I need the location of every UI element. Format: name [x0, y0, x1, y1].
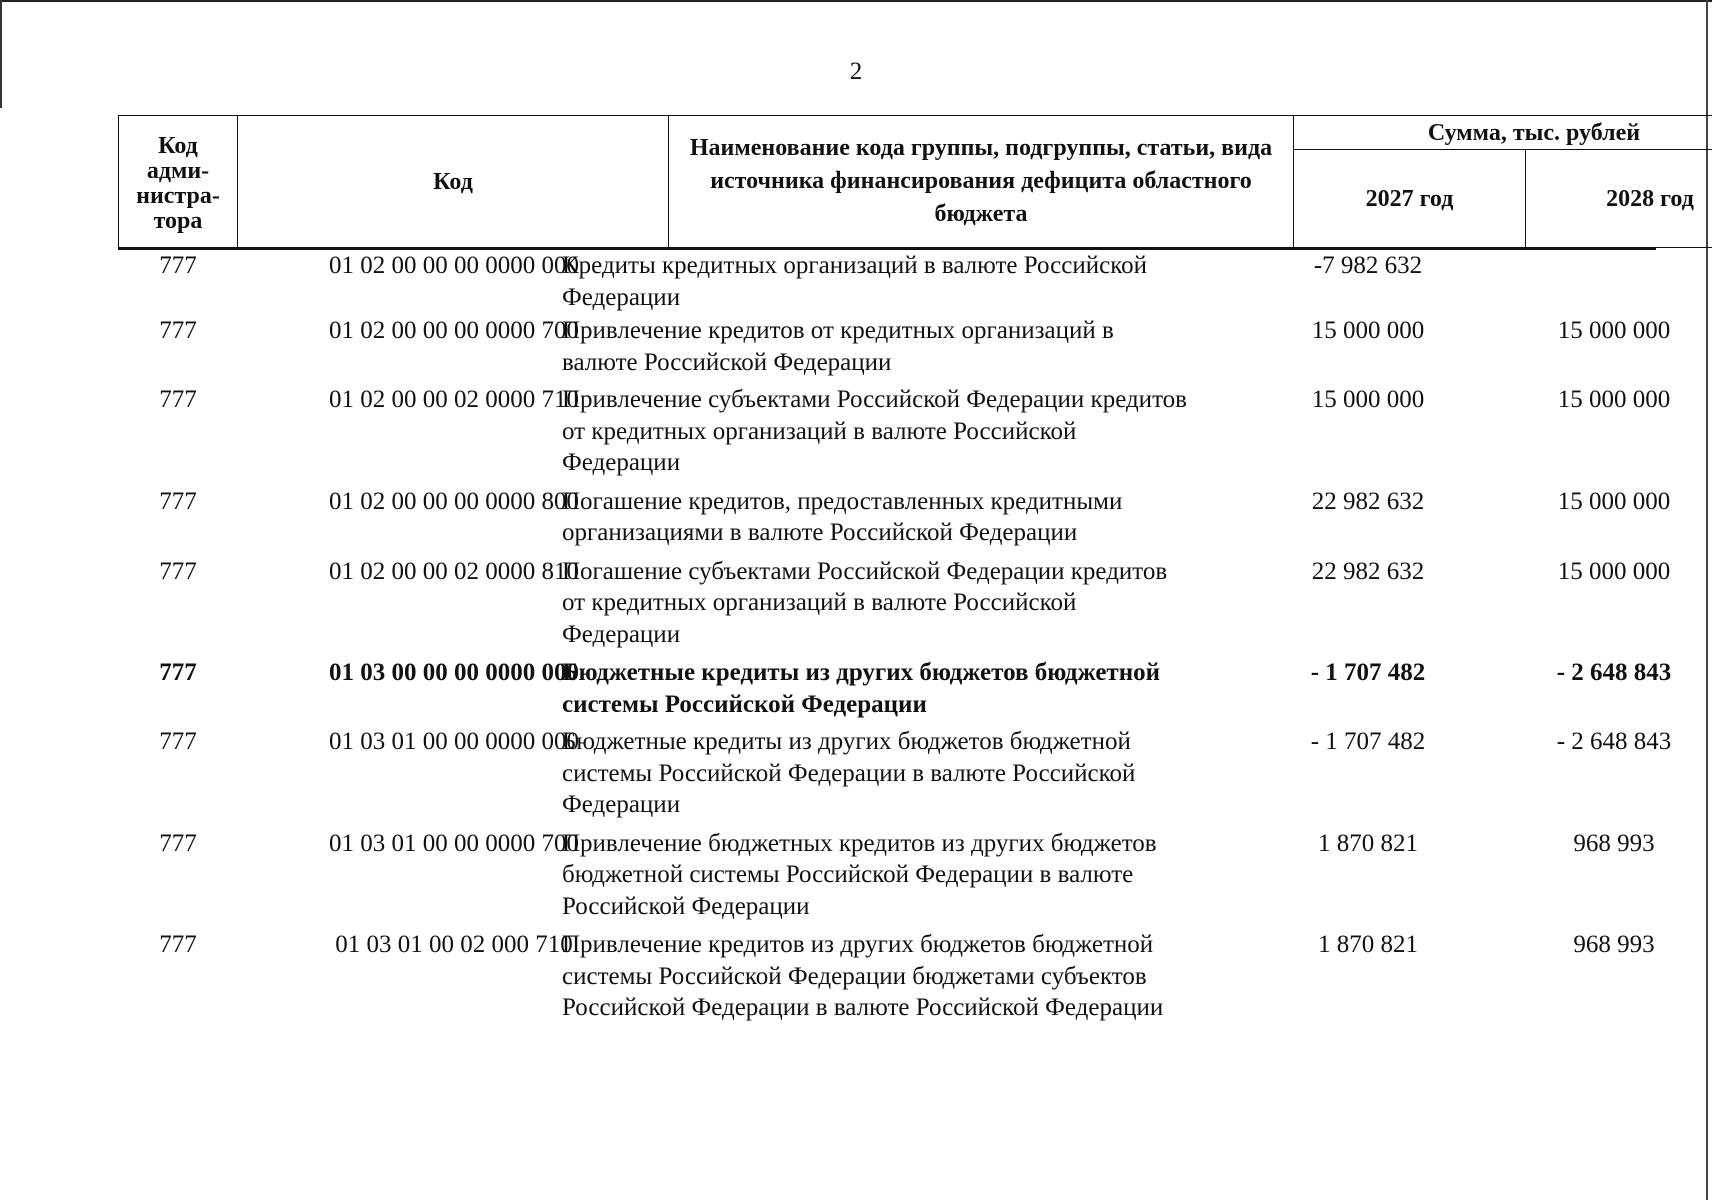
cell-2028: 968 993 [1573, 829, 1655, 857]
table-body [118, 250, 1672, 1024]
cell-2028: 15 000 000 [1557, 557, 1671, 585]
cell-code: 01 02 00 00 02 0000 710 [329, 386, 579, 413]
cell-code: 01 02 00 00 00 0000 000 [329, 252, 579, 279]
cell-admin: 777 [159, 557, 197, 585]
table-row [118, 486, 1671, 549]
cell-2027: - 1 707 482 [1310, 659, 1426, 686]
header-year-2027: 2027 год [1293, 149, 1526, 248]
header-admin-line-3: нистра- [136, 182, 220, 209]
cell-code: 01 02 00 00 00 0000 700 [329, 317, 579, 344]
cell-2028: 15 000 000 [1557, 386, 1671, 413]
cell-code: 01 03 01 00 02 000 710 [335, 931, 573, 958]
cell-name: Бюджетные кредиты из других бюджетов бюджетной системы Российской Федерации в валюте Российской Федерации [562, 728, 1136, 818]
cell-admin: 777 [159, 829, 197, 857]
cell-2027: 22 982 632 [1311, 487, 1425, 515]
cell-2028: 15 000 000 [1557, 487, 1671, 515]
cell-code: 01 02 00 00 00 0000 800 [329, 487, 579, 515]
cell-2028: 15 000 000 [1557, 317, 1671, 344]
cell-2027: -7 982 632 [1313, 252, 1423, 279]
cell-name: Привлечение бюджетных кредитов из других бюджетов бюджетной системы Российской Федерации в валюте Российской Федерации [562, 829, 1157, 920]
cell-2027: 15 000 000 [1311, 317, 1425, 344]
cell-name: Бюджетные кредиты из других бюджетов бюджетной системы Российской Федерации [562, 659, 1160, 718]
table-header [118, 115, 1694, 250]
table-row [118, 929, 1668, 1024]
header-admin-code-text [136, 134, 220, 234]
cell-admin: 777 [159, 386, 197, 413]
table-row [118, 556, 1671, 651]
table-row [118, 250, 1668, 313]
header-name: Наименование кода группы, подгруппы, статьи, вида источника финансирования дефицита областного бюджета [668, 115, 1294, 248]
cell-2027: 15 000 000 [1311, 386, 1425, 413]
cell-code: 01 02 00 00 02 0000 810 [329, 557, 579, 585]
header-year-2028: 2028 год [1525, 149, 1712, 248]
cell-name: Погашение субъектами Российской Федерации кредитов от кредитных организаций в валюте Российской Федерации [562, 557, 1168, 648]
cell-name: Привлечение кредитов от кредитных организаций в валюте Российской Федерации [562, 317, 1114, 376]
cell-admin: 777 [159, 317, 197, 344]
scan-border-left [0, 0, 2, 108]
header-admin-code [118, 115, 238, 248]
cell-code: 01 03 01 00 00 0000 000 [329, 728, 579, 755]
cell-name: Привлечение субъектами Российской Федерации кредитов от кредитных организаций в валюте Российской Федерации [562, 386, 1187, 476]
cell-2028: - 2 648 843 [1556, 728, 1672, 755]
cell-2028: 968 993 [1573, 931, 1655, 958]
cell-name: Привлечение кредитов из других бюджетов бюджетной системы Российской Федерации бюджетами субъектов Российской Федерации в валюте Российской Федерации [562, 931, 1164, 1021]
table-row [118, 315, 1671, 378]
table-row [118, 828, 1668, 923]
cell-name: Погашение кредитов, предоставленных кредитными организациями в валюте Российской Федерации [562, 487, 1123, 546]
header-admin-line-2: адми- [146, 157, 210, 184]
cell-2027: 1 870 821 [1318, 931, 1418, 958]
header-code: Код [237, 115, 669, 248]
cell-2027: 1 870 821 [1318, 829, 1418, 857]
header-row [118, 115, 1694, 250]
cell-admin: 777 [159, 659, 197, 686]
page-number: 2 [849, 58, 863, 85]
cell-admin: 777 [159, 931, 197, 958]
cell-code: 01 03 00 00 00 0000 000 [329, 659, 579, 686]
cell-admin: 777 [159, 487, 197, 515]
cell-2027: - 1 707 482 [1310, 728, 1426, 755]
scan-border-top [0, 0, 1712, 2]
header-admin-line-1: Код [158, 132, 198, 159]
table-row [118, 657, 1672, 720]
header-sum: Сумма, тыс. рублей [1293, 115, 1712, 150]
table-row [118, 384, 1671, 479]
cell-name: Кредиты кредитных организаций в валюте Российской Федерации [562, 252, 1147, 311]
cell-2027: 22 982 632 [1311, 557, 1425, 585]
cell-code: 01 03 01 00 00 0000 700 [329, 829, 579, 857]
header-admin-line-4: тора [153, 207, 203, 234]
cell-2028: - 2 648 843 [1556, 659, 1672, 686]
table-row [118, 726, 1672, 821]
cell-admin: 777 [159, 728, 197, 755]
cell-admin: 777 [159, 252, 197, 279]
